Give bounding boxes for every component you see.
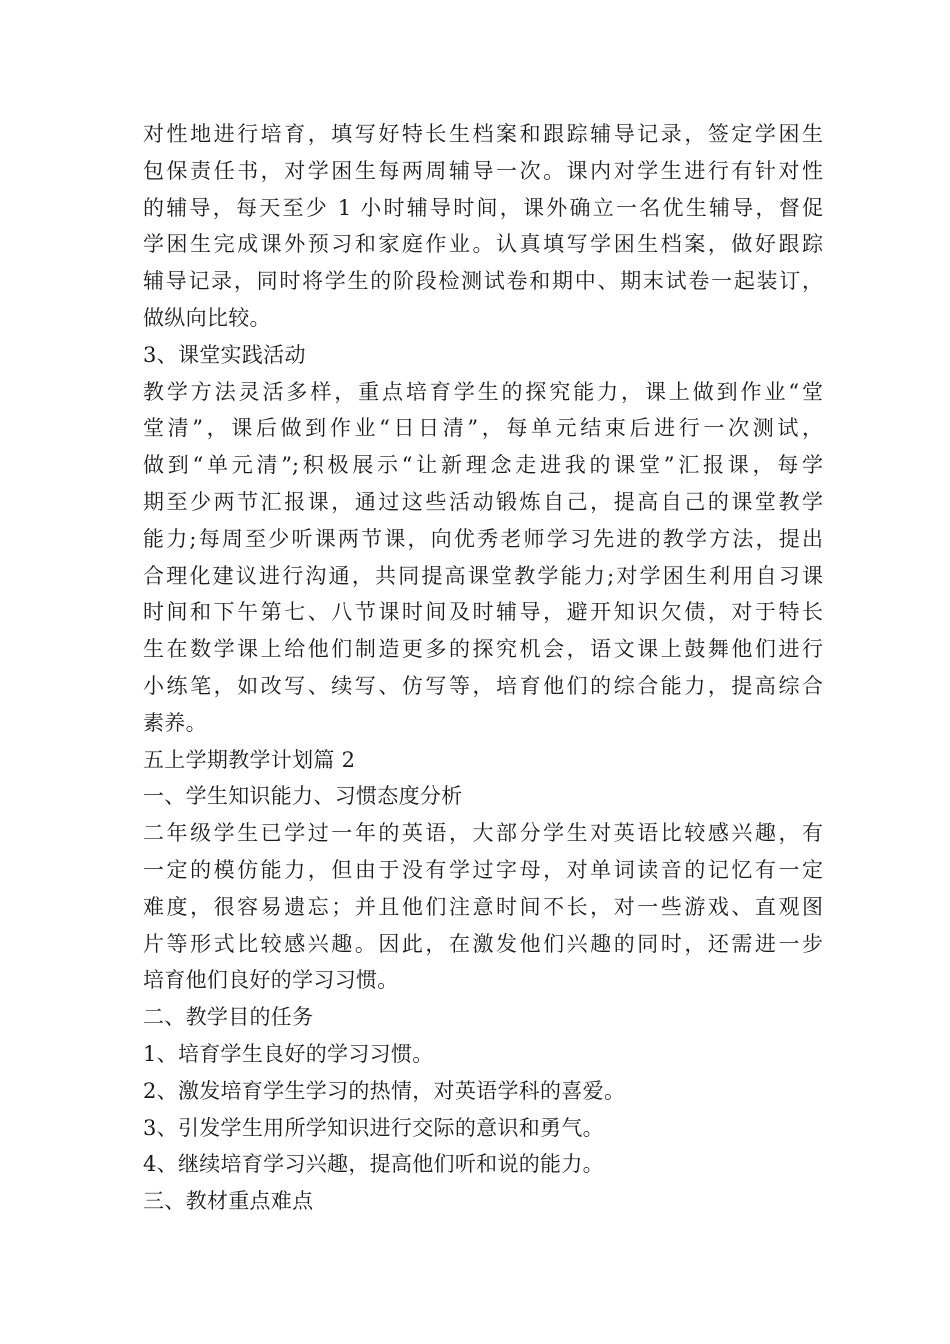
list-item: 1、培育学生良好的学习习惯。 (143, 1041, 434, 1066)
paragraph-student-analysis (143, 815, 823, 999)
heading-key-points (143, 1183, 823, 1220)
text-line: 包保责任书，对学困生每两周辅导一次。课内对学生进行有针对性 (143, 158, 823, 183)
text-line: 二年级学生已学过一年的英语，大部分学生对英语比较感兴趣，有 (143, 821, 823, 846)
section-heading: 一、学生知识能力、习惯态度分析 (143, 784, 463, 809)
text-line: 教学方法灵活多样，重点培育学生的探究能力，课上做到作业“堂 (143, 379, 823, 404)
text-line: 对性地进行培育，填写好特长生档案和跟踪辅导记录，签定学困生 (143, 122, 823, 146)
text-line: 培育他们良好的学习习惯。 (143, 968, 399, 993)
text-line: 期至少两节汇报课，通过这些活动锻炼自己，提高自己的课堂教学 (143, 489, 823, 514)
text-line: 做纵向比较。 (143, 305, 271, 330)
text-line: 的辅导，每天至少 1 小时辅导时间，课外确立一名优生辅导，督促 (143, 195, 823, 220)
heading-student-analysis (143, 778, 823, 815)
section-heading: 五上学期教学计划篇 2 (143, 747, 356, 772)
text-line: 合理化建议进行沟通，共同提高课堂教学能力;对学困生利用自习课 (143, 563, 823, 588)
section-heading: 3、课堂实践活动 (143, 342, 306, 367)
section-heading: 二、教学目的任务 (143, 1005, 314, 1030)
text-line: 堂清”，课后做到作业“日日清”，每单元结束后进行一次测试， (143, 416, 823, 441)
list-item: 3、引发学生用所学知识进行交际的意识和勇气。 (143, 1115, 604, 1140)
section-heading: 三、教材重点难点 (143, 1189, 314, 1214)
text-line: 辅导记录，同时将学生的阶段检测试卷和期中、期末试卷一起装订， (143, 269, 823, 294)
text-line: 时间和下午第七、八节课时间及时辅导，避开知识欠债，对于特长 (143, 600, 823, 625)
heading-classroom-practice (143, 337, 823, 374)
list-item: 4、继续培育学习兴趣，提高他们听和说的能力。 (143, 1152, 604, 1177)
text-line: 做到“单元清”;积极展示“让新理念走进我的课堂”汇报课，每学 (143, 453, 823, 478)
heading-plan-part-2 (143, 742, 823, 779)
paragraph-tutoring (143, 116, 823, 337)
list-teaching-goals (143, 1036, 823, 1183)
text-line: 素养。 (143, 710, 207, 735)
paragraph-teaching-methods (143, 374, 823, 742)
text-line: 小练笔，如改写、续写、仿写等，培育他们的综合能力，提高综合 (143, 673, 823, 698)
list-item: 2、激发培育学生学习的热情，对英语学科的喜爱。 (143, 1078, 626, 1103)
heading-teaching-goals (143, 999, 823, 1036)
text-line: 生在数学课上给他们制造更多的探究机会，语文课上鼓舞他们进行 (143, 637, 823, 662)
text-line: 能力;每周至少听课两节课，向优秀老师学习先进的教学方法，提出 (143, 526, 823, 551)
text-line: 难度，很容易遗忘；并且他们注意时间不长，对一些游戏、直观图 (143, 894, 823, 919)
text-line: 学困生完成课外预习和家庭作业。认真填写学困生档案，做好跟踪 (143, 232, 823, 257)
text-line: 一定的模仿能力，但由于没有学过字母，对单词读音的记忆有一定 (143, 857, 823, 882)
text-line: 片等形式比较感兴趣。因此，在激发他们兴趣的同时，还需进一步 (143, 931, 823, 956)
document-body (143, 116, 823, 1220)
